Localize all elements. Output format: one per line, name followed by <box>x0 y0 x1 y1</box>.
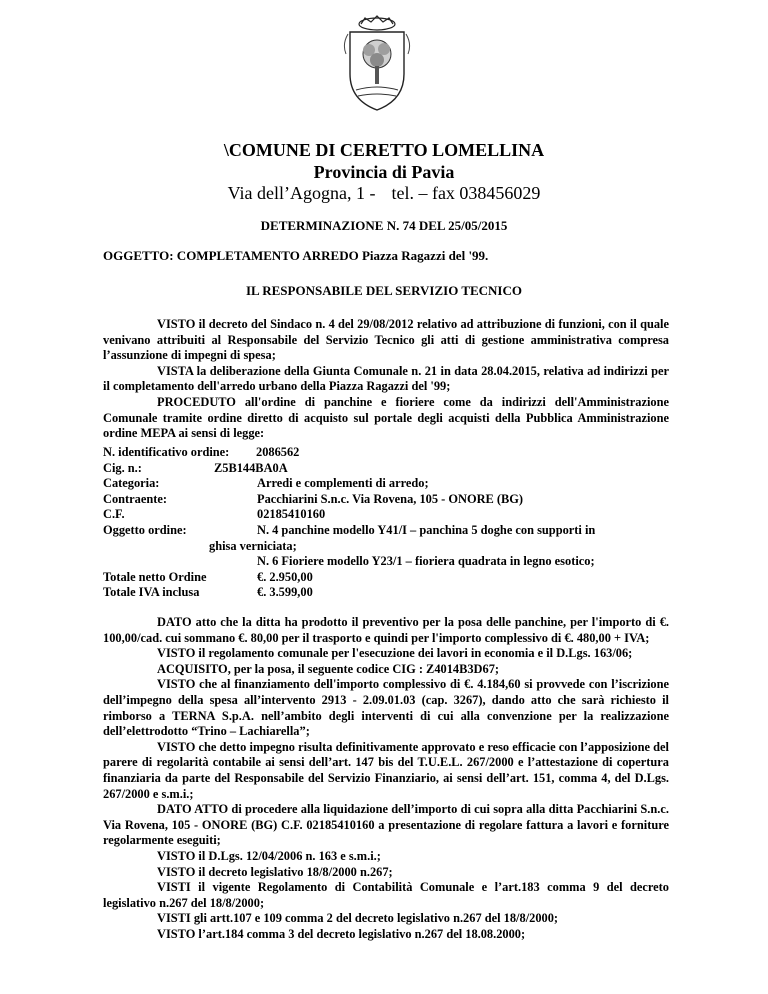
order-object-line: ghisa verniciata; <box>209 538 297 553</box>
category-value: Arredi e complementi di arredo; <box>257 476 429 491</box>
order-id-label: N. identificativo ordine: <box>103 445 230 459</box>
order-details <box>103 445 669 601</box>
determination-title: DETERMINAZIONE N. 74 DEL 25/05/2015 <box>260 218 508 233</box>
consideration-paragraph: VISTO il decreto legislativo 18/8/2000 n.267; <box>157 864 393 879</box>
vat-total-label: Totale IVA inclusa <box>103 585 200 600</box>
consideration-paragraph: VISTO il D.Lgs. 12/04/2006 n. 163 e s.m.i.; <box>157 848 381 863</box>
consideration-paragraph: VISTI il vigente Regolamento di Contabilità Comunale e l’art.183 comma 9 del decreto legislativo n.267 del 18/8/2000; <box>103 880 669 910</box>
order-id-value: 2086562 <box>256 445 300 459</box>
phone: tel. – fax 038456029 <box>391 183 541 203</box>
address-line <box>0 183 768 204</box>
net-total-label: Totale netto Ordine <box>103 569 207 584</box>
contractor-value: Pacchiarini S.n.c. Via Rovena, 105 - ONORE (BG) <box>257 491 524 506</box>
subject-line: OGGETTO: COMPLETAMENTO ARREDO Piazza Ragazzi del '99. <box>103 248 489 263</box>
order-object-line: N. 6 Fioriere modello Y23/1 – fioriera quadrata in legno esotico; <box>257 554 595 569</box>
premise-paragraph: VISTO il decreto del Sindaco n. 4 del 29/08/2012 relativo ad attribuzione di funzioni, con il quale venivano attribuiti al Responsabile del Servizio Tecnico gli atti di gestione amministrativa compresa l’assunzione di impegni di spesa; <box>103 317 669 363</box>
consideration-paragraph: VISTO il regolamento comunale per l'esecuzione dei lavori in economia e il D.Lgs. 163/06; <box>157 646 633 661</box>
province-name: Provincia di Pavia <box>313 162 455 182</box>
responsible-title: IL RESPONSABILE DEL SERVIZIO TECNICO <box>245 283 522 298</box>
address: Via dell’Agogna, 1 - <box>227 183 376 203</box>
consideration-paragraph: ACQUISITO, per la posa, il seguente codice CIG : Z4014B3D67; <box>157 661 500 676</box>
consideration-paragraph: VISTI gli artt.107 e 109 comma 2 del decreto legislativo n.267 del 18/8/2000; <box>157 911 559 926</box>
tax-code-label: C.F. <box>103 507 125 522</box>
category-label: Categoria: <box>103 476 160 491</box>
coat-of-arms-icon <box>336 14 418 114</box>
consideration-paragraph: DATO ATTO di procedere alla liquidazione dell’importo di cui sopra alla ditta Pacchiarini S.n.c. Via Rovena, 105 - ONORE (BG) C.F. 02185410160 a presentazione di regolare fattura a lavori e forniture regolarmente eseguiti; <box>103 802 669 848</box>
order-object-label: Oggetto ordine: <box>103 522 187 537</box>
cig-label: Cig. n.: <box>103 460 142 475</box>
considerations-block <box>103 615 669 942</box>
premise-paragraph: VISTA la deliberazione della Giunta Comunale n. 21 in data 28.04.2015, relativa ad indirizzi per il completamento dell'arredo urbano della Piazza Ragazzi del '99; <box>103 363 669 394</box>
consideration-paragraph: VISTO l’art.184 comma 3 del decreto legislativo n.267 del 18.08.2000; <box>157 926 526 941</box>
consideration-paragraph: VISTO che detto impegno risulta definitivamente approvato e reso efficacie con l’apposizione del parere di regolarità contabile ai sensi dell’art. 147 bis del T.U.E.L. 267/2000 e l’attestazione di copertura finanziaria da parte del Responsabile del Servizio Finanziario, ai sensi dell’art. 151, comma 4, del D.Lgs. 267/2000 e s.m.i.; <box>103 739 669 801</box>
consideration-paragraph: DATO atto che la ditta ha prodotto il preventivo per la posa delle panchine, per l'importo di €. 100,00/cad. cui sommano €. 80,00 per il trasporto e quindi per l'importo complessivo di €. 480,00 + IVA; <box>103 615 669 645</box>
cig-value: Z5B144BA0A <box>214 460 288 475</box>
contractor-label: Contraente: <box>103 491 167 506</box>
order-object-line: N. 4 panchine modello Y41/I – panchina 5 doghe con supporti in <box>257 522 596 537</box>
premises-block <box>103 317 669 442</box>
net-total-value: €. 2.950,00 <box>257 569 313 584</box>
consideration-paragraph: VISTO che al finanziamento dell'importo complessivo di €. 4.184,60 si provvede con l’iscrizione dell’impegno della spesa all’intervento 2913 - 2.09.01.03 (cap. 3267), dando atto che sarà richiesto il rimborso a TERNA S.p.A. nell’ambito degli interventi di cui alla convenzione per la realizzazione dell’elettrodotto “Trino – Lachiarella”; <box>103 677 669 739</box>
municipality-name: \COMUNE DI CERETTO LOMELLINA <box>223 140 545 160</box>
tax-code-value: 02185410160 <box>257 507 326 522</box>
vat-total-value: €. 3.599,00 <box>257 585 313 600</box>
premise-paragraph: PROCEDUTO all'ordine di panchine e fioriere come da indirizzi dell'Amministrazione Comunale tramite ordine diretto di acquisto sul portale degli acquisti della Pubblica Amministrazione ordine MEPA ai sensi di legge: <box>103 394 669 441</box>
